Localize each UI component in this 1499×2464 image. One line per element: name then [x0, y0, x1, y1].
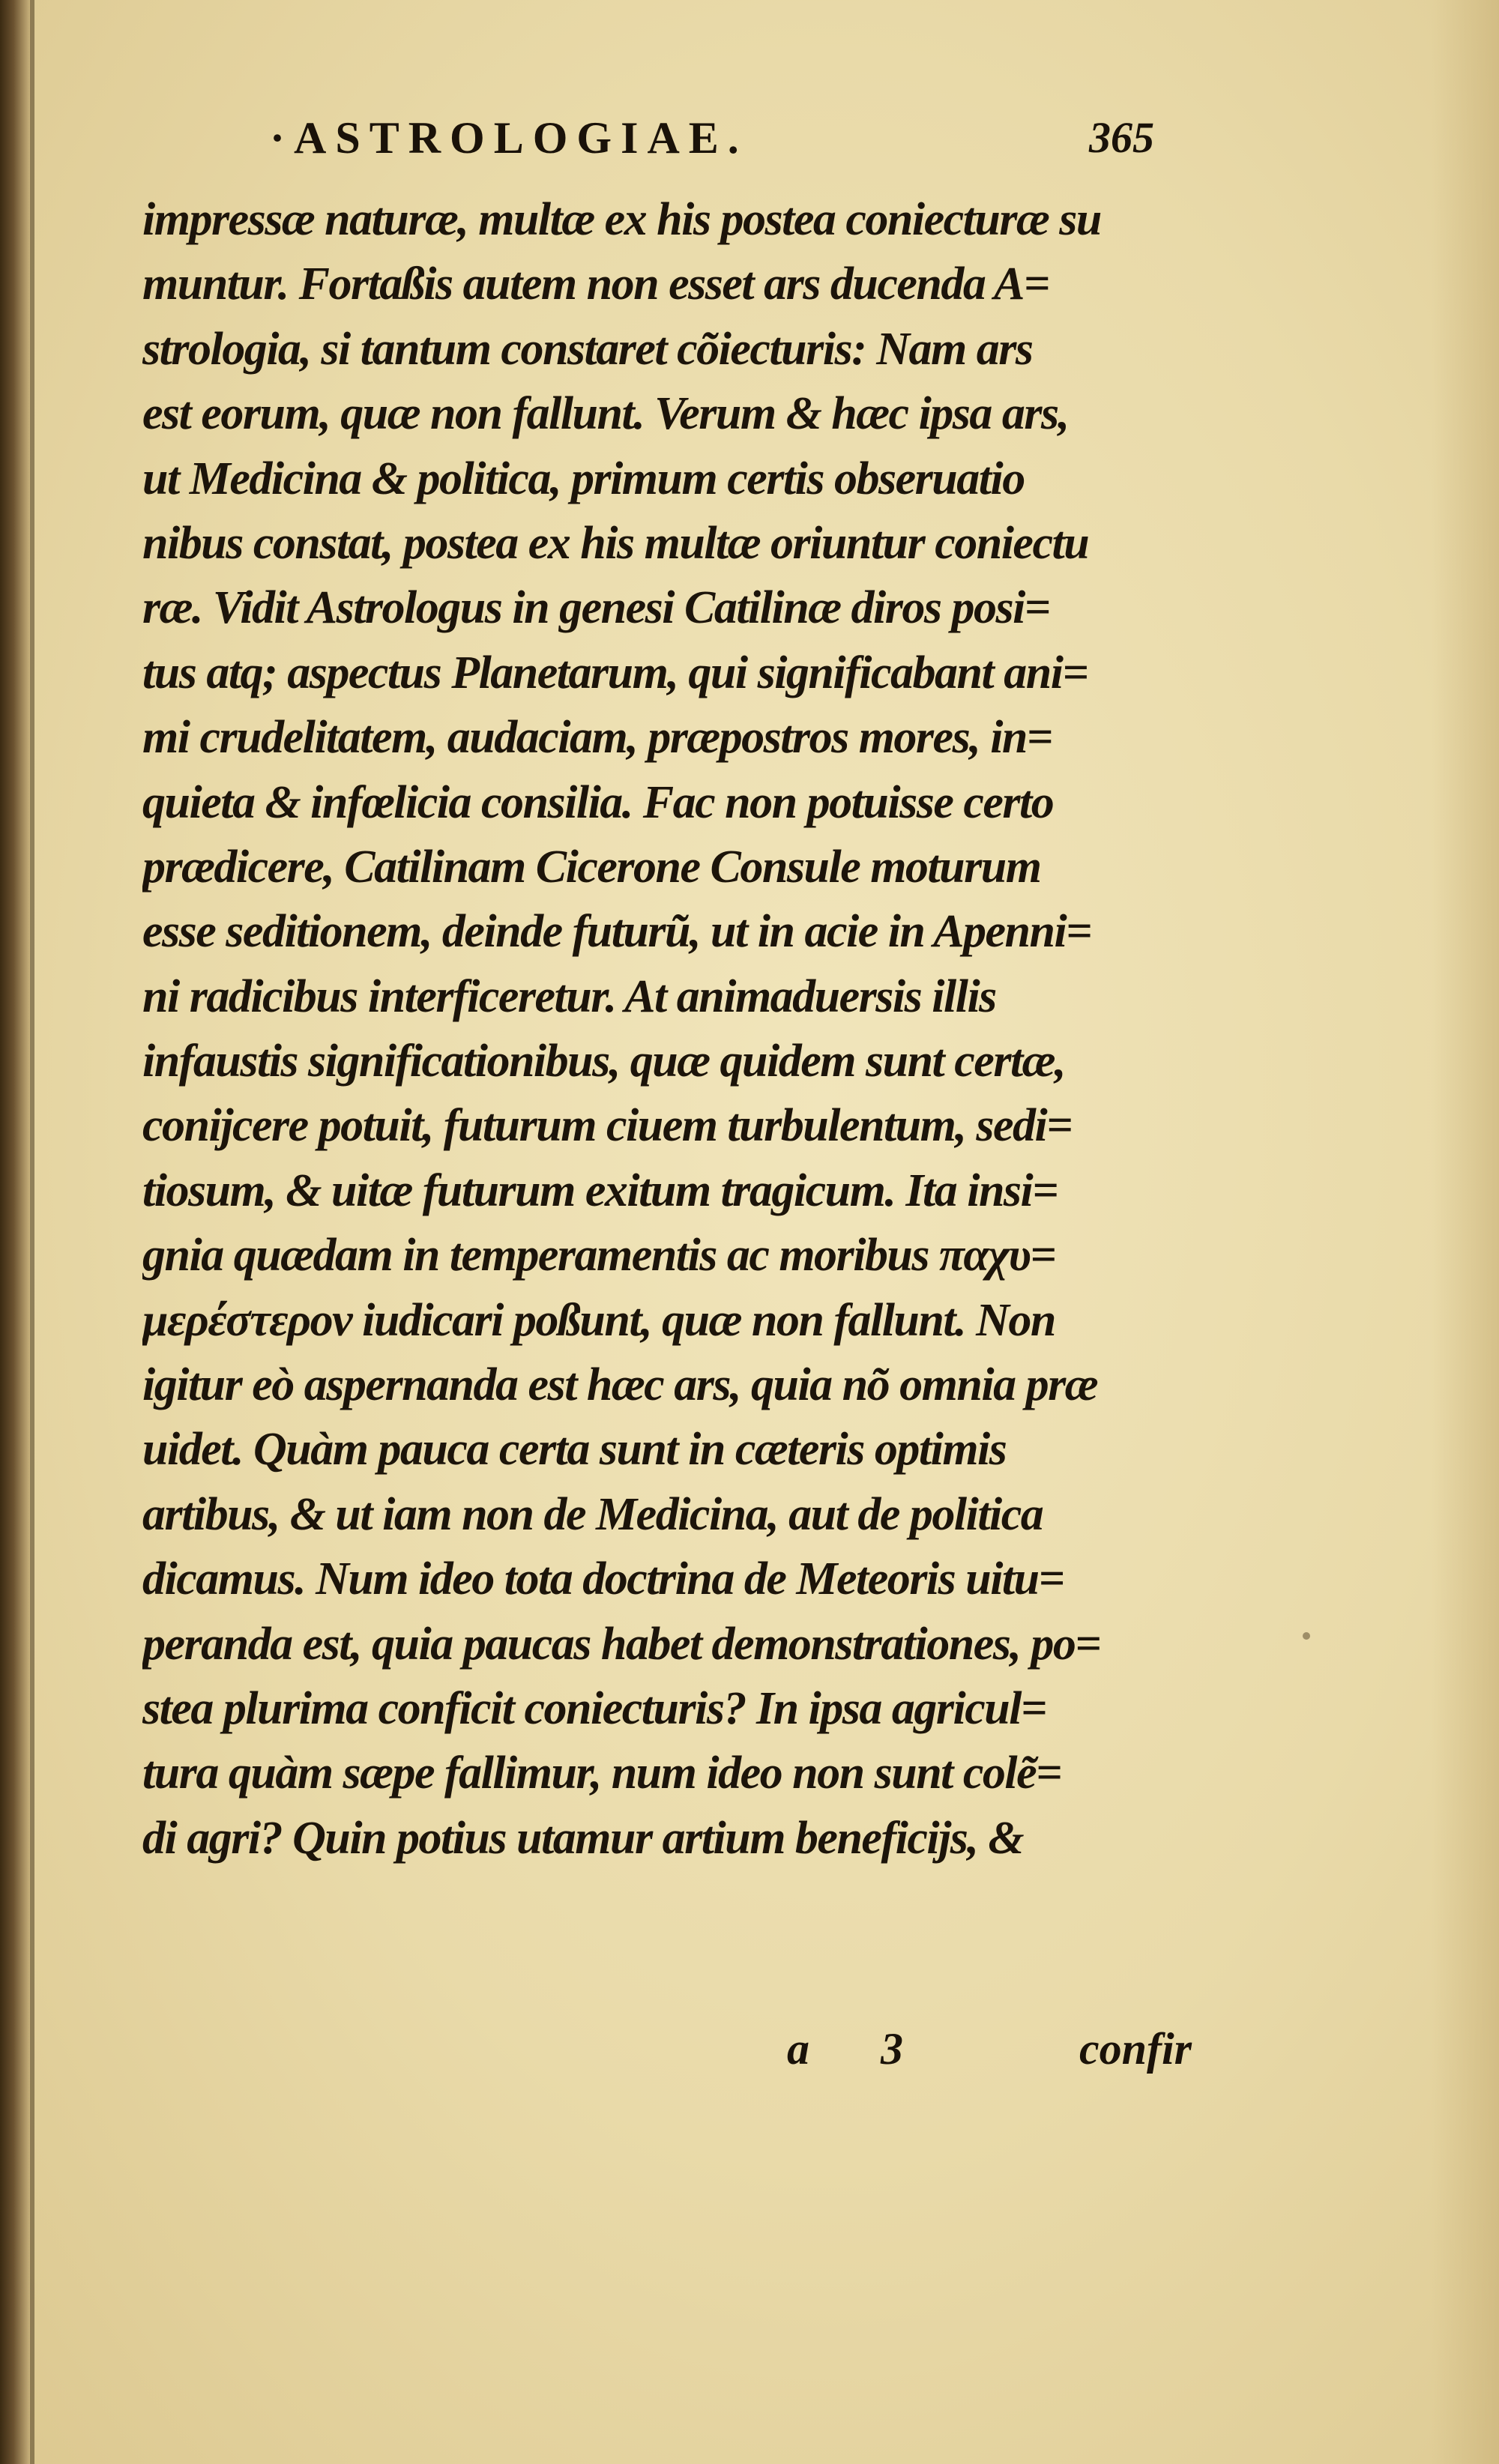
text-line: igitur eò aspernanda est hæc ars, quia nõ omnia præ	[142, 1359, 1097, 1411]
main-text-block	[142, 187, 1192, 1870]
binding-gutter	[0, 0, 30, 2464]
text-line: muntur. Fortaßis autem non esset ars ducenda A=	[142, 259, 1049, 310]
text-line: prædicere, Catilinam Cicerone Consule moturum	[142, 841, 1041, 893]
text-line: conijcere potuit, futurum ciuem turbulentum, sedi=	[142, 1100, 1073, 1152]
text-line: mi crudelitatem, audaciam, præpostros mores, in=	[142, 712, 1052, 764]
paper-speck	[1303, 1632, 1310, 1640]
text-line: artibus, & ut iam non de Medicina, aut de politica	[142, 1488, 1043, 1540]
text-line: infaustis significationibus, quæ quidem sunt certæ,	[142, 1036, 1065, 1087]
text-line: quieta & infœlicia consilia. Fac non potuisse certo	[142, 776, 1054, 828]
text-line: tus atq; aspectus Planetarum, qui significabant ani=	[142, 647, 1088, 698]
text-line: ni radicibus interficeretur. At animaduersis illis	[142, 970, 996, 1022]
text-line: dicamus. Num ideo tota doctrina de Meteoris uitu=	[142, 1553, 1064, 1605]
gutter-shadow-line	[30, 0, 34, 2464]
text-line: impressæ naturæ, multæ ex his postea coniecturæ su	[142, 194, 1101, 245]
text-line: stea plurima conficit coniecturis? In ipsa agricul=	[142, 1682, 1046, 1734]
page-number: 365	[1089, 113, 1154, 162]
text-line: uidet. Quàm pauca certa sunt in cæteris optimis	[142, 1424, 1007, 1476]
text-line: ut Medicina & politica, primum certis obseruatio	[142, 453, 1025, 504]
text-line: esse seditionem, deinde futurũ, ut in acie in Apenni=	[142, 906, 1092, 958]
running-head: ·ASTROLOGIAE.	[270, 113, 748, 163]
text-line: tura quàm sæpe fallimur, num ideo non sunt colẽ=	[142, 1748, 1062, 1799]
text-line: nibus constat, postea ex his multæ oriuntur coniectu	[142, 517, 1089, 569]
text-line: tiosum, & uitæ futurum exitum tragicum. Ita insi=	[142, 1165, 1058, 1216]
page-footer	[142, 2023, 1192, 2098]
text-line: μερέστερον iudicari poßunt, quæ non fallunt. Non	[142, 1294, 1055, 1346]
catchword: confir	[1079, 2024, 1192, 2074]
page-header	[270, 112, 1244, 180]
text-line: strologia, si tantum constaret cõiecturis: Nam ars	[142, 323, 1033, 375]
text-line: ræ. Vidit Astrologus in genesi Catilinæ diros posi=	[142, 582, 1050, 634]
text-line: est eorum, quæ non fallunt. Verum & hæc ipsa ars,	[142, 388, 1069, 440]
text-line: di agri? Quin potius utamur artium beneficijs, &	[142, 1812, 1024, 1864]
signature-mark: a 3	[787, 2024, 933, 2074]
page-edge-shading	[1432, 0, 1499, 2464]
text-line: gnia quædam in temperamentis ac moribus παχυ=	[142, 1230, 1056, 1281]
text-line: peranda est, quia paucas habet demonstrationes, po=	[142, 1618, 1101, 1670]
